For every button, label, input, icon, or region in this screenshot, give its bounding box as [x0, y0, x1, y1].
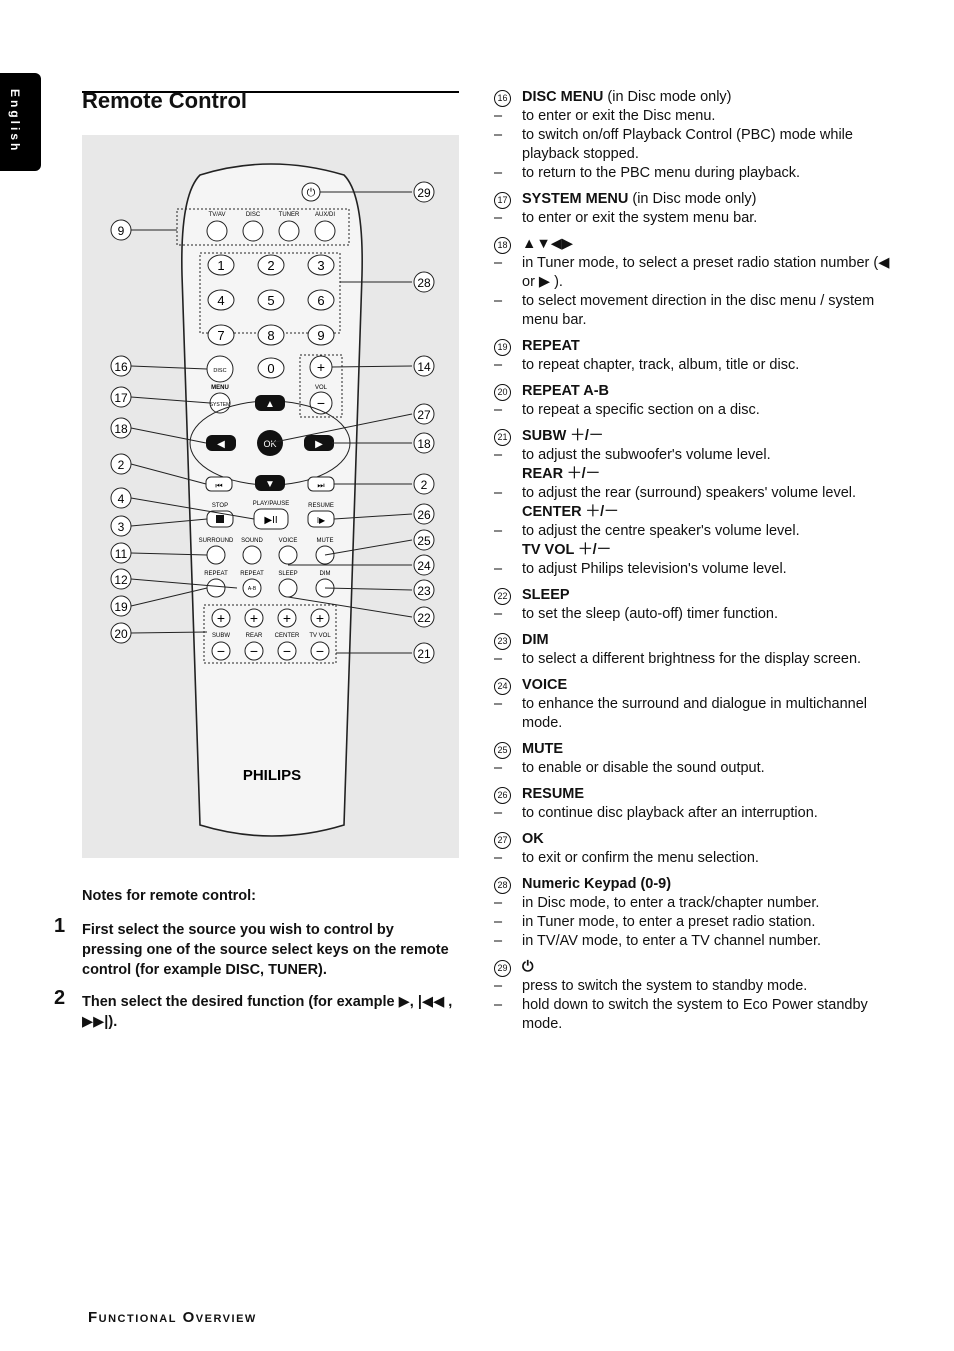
callout-number: 18 — [114, 422, 128, 436]
function-description — [494, 209, 904, 228]
function-heading — [494, 88, 904, 107]
dash-marker: – — [494, 447, 503, 463]
key-label: 2 — [267, 258, 275, 273]
callout-number: 2 — [420, 478, 428, 492]
function-description — [494, 605, 904, 624]
dash-marker: – — [494, 933, 503, 949]
dash-marker: – — [494, 402, 503, 418]
source-label: DISC — [245, 212, 261, 218]
description-text: in Tuner mode, to enter a preset radio station. — [522, 914, 816, 930]
svg-text:SYSTEM: SYSTEM — [209, 402, 231, 408]
plus-icon: + — [315, 610, 325, 626]
callout-number: 22 — [417, 611, 431, 625]
callout-number: 25 — [494, 742, 511, 759]
function-description — [494, 292, 904, 330]
callout-number: 18 — [494, 237, 511, 254]
minus-icon: − — [315, 643, 325, 659]
dash-marker: – — [494, 895, 503, 911]
function-item — [494, 740, 904, 778]
callout-number: 29 — [494, 960, 511, 977]
callout-number: 24 — [494, 678, 511, 695]
description-text: to repeat a specific section on a disc. — [522, 402, 760, 418]
description-text: press to switch the system to standby mode. — [522, 978, 808, 994]
callout-number: 21 — [494, 429, 511, 446]
function-qualifier: (in Disc mode only) — [603, 89, 732, 105]
function-heading — [494, 631, 904, 650]
function-heading — [494, 958, 904, 977]
description-text: in TV/AV mode, to enter a TV channel number. — [522, 933, 822, 949]
key-label: 9 — [317, 328, 325, 343]
function-description — [494, 913, 904, 932]
level-label: CENTER — [274, 633, 300, 639]
function-heading — [494, 830, 904, 849]
callout-number: 27 — [417, 408, 431, 422]
callout-number: 26 — [417, 508, 431, 522]
callout-number: 28 — [417, 276, 431, 290]
function-description — [494, 996, 904, 1034]
callout-number: 27 — [494, 832, 511, 849]
function-item — [494, 676, 904, 733]
callout-number: 16 — [494, 90, 511, 107]
button-label: SURROUND — [198, 538, 234, 544]
key-label: 5 — [267, 293, 275, 308]
function-heading — [494, 427, 904, 446]
description-text: to select a different brightness for the display screen. — [522, 651, 862, 667]
callout-number: 2 — [117, 458, 125, 472]
plus-icon: + — [216, 610, 226, 626]
key-label: 8 — [267, 328, 275, 343]
function-item — [494, 830, 904, 868]
function-sublabel: REAR ＋/－ — [522, 466, 601, 482]
description-text: in Tuner mode, to select a preset radio station number (◀ or ▶ ). — [522, 255, 890, 290]
function-item — [494, 958, 904, 1034]
function-label: SUBW ＋/－ — [522, 428, 604, 444]
description-text: to enable or disable the sound output. — [522, 760, 765, 776]
function-label: MUTE — [522, 741, 564, 757]
function-item — [494, 875, 904, 951]
callout-number: 29 — [417, 186, 431, 200]
note-item: 2 Then select the desired function (for example ▶, |◀◀ , ▶▶|). — [54, 987, 453, 1030]
function-description — [494, 446, 904, 465]
callout-number: 26 — [494, 787, 511, 804]
function-description — [494, 401, 904, 420]
description-text: to enter or exit the Disc menu. — [522, 108, 716, 124]
function-heading — [494, 235, 904, 254]
surround-button[interactable] — [207, 546, 225, 564]
svg-text:⏻: ⏻ — [306, 187, 316, 199]
callout-number: 21 — [417, 647, 431, 661]
callout-number: 14 — [417, 360, 431, 374]
source-disc-button[interactable] — [243, 221, 263, 241]
section-footer: Functional Overview — [88, 1309, 257, 1326]
remote-control-illustration — [82, 135, 459, 858]
dash-marker: – — [494, 696, 503, 712]
ab-label: A-B — [247, 586, 257, 592]
minus-icon: − — [216, 643, 226, 659]
function-heading — [494, 190, 904, 209]
svg-text:RESUME: RESUME — [308, 503, 334, 509]
description-text: hold down to switch the system to Eco Power standby mode. — [522, 997, 868, 1032]
function-sublabel: TV VOL ＋/－ — [522, 542, 612, 558]
function-list — [494, 88, 904, 1041]
function-item — [494, 382, 904, 420]
callout-number: 25 — [417, 534, 431, 548]
function-label: ▲▼◀▶ — [522, 236, 574, 252]
remote-notes — [54, 888, 454, 1044]
callout-number: 20 — [114, 627, 128, 641]
source-label: AUX/DI — [314, 212, 336, 218]
function-description — [494, 522, 904, 541]
function-heading — [494, 586, 904, 605]
svg-text:VOL: VOL — [314, 385, 328, 391]
description-text: to continue disc playback after an interruption. — [522, 805, 818, 821]
level-label: SUBW — [212, 633, 230, 639]
dash-marker: – — [494, 651, 503, 667]
level-label: REAR — [245, 633, 263, 639]
svg-text:▶: ▶ — [315, 439, 323, 450]
callout-number: 23 — [417, 584, 431, 598]
function-label: OK — [522, 831, 544, 847]
dash-marker: – — [494, 255, 503, 271]
button-label: MUTE — [316, 538, 334, 544]
function-description — [494, 849, 904, 868]
callout-number: 18 — [417, 437, 431, 451]
page-title: Remote Control — [82, 88, 247, 113]
remote-illustration-panel — [82, 135, 459, 858]
callout-number: 17 — [494, 192, 511, 209]
function-label: SYSTEM MENU — [522, 191, 629, 207]
svg-text:−: − — [316, 395, 326, 411]
svg-text:⏮: ⏮ — [215, 481, 223, 490]
description-text: to adjust the subwoofer's volume level. — [522, 447, 771, 463]
description-text: to adjust the centre speaker's volume level. — [522, 523, 800, 539]
function-item — [494, 337, 904, 375]
svg-text:I▶: I▶ — [316, 516, 326, 525]
minus-icon: − — [282, 643, 292, 659]
function-item — [494, 631, 904, 669]
function-label: VOICE — [522, 677, 568, 693]
function-heading — [494, 676, 904, 695]
function-description — [494, 356, 904, 375]
svg-text:PLAY/PAUSE: PLAY/PAUSE — [252, 501, 290, 507]
dash-marker: – — [494, 210, 503, 226]
key-label: 7 — [217, 328, 225, 343]
description-text: to adjust Philips television's volume level. — [522, 561, 787, 577]
button-label: DIM — [319, 571, 331, 577]
dash-marker: – — [494, 523, 503, 539]
note-item: 1 First select the source you wish to control by pressing one of the source select keys on the remote control (for example DISC, TUNER). — [54, 915, 449, 978]
source-aux-di-button[interactable] — [315, 221, 335, 241]
description-text: to select movement direction in the disc menu / system menu bar. — [522, 293, 875, 328]
source-label: TV/AV — [208, 212, 226, 218]
dash-marker: – — [494, 108, 503, 124]
function-item — [494, 88, 904, 183]
callout-number: 4 — [117, 492, 125, 506]
function-item — [494, 785, 904, 823]
svg-text:+: + — [316, 359, 326, 375]
button-label: SLEEP — [278, 571, 298, 577]
callout-number: 16 — [114, 360, 128, 374]
notes-heading: Notes for remote control: — [82, 888, 257, 904]
function-heading — [494, 740, 904, 759]
source-tv-av-button[interactable] — [207, 221, 227, 241]
description-text: to switch on/off Playback Control (PBC) mode while playback stopped. — [522, 127, 853, 162]
function-label: SLEEP — [522, 587, 570, 603]
function-description — [494, 932, 904, 951]
button-label: SOUND — [241, 538, 263, 544]
button-label: REPEAT — [204, 571, 228, 577]
source-label: TUNER — [278, 212, 300, 218]
function-description — [494, 254, 904, 292]
function-description — [494, 126, 904, 164]
key-label: 0 — [267, 361, 275, 376]
language-tab — [0, 73, 41, 171]
key-label: 6 — [317, 293, 325, 308]
function-description — [494, 484, 904, 503]
description-text: to repeat chapter, track, album, title or disc. — [522, 357, 800, 373]
function-qualifier: (in Disc mode only) — [628, 191, 757, 207]
function-heading — [494, 785, 904, 804]
function-heading — [494, 337, 904, 356]
callout-number: 23 — [494, 633, 511, 650]
function-description — [494, 894, 904, 913]
sleep-button[interactable] — [279, 579, 297, 597]
description-text: to enhance the surround and dialogue in multichannel mode. — [522, 696, 868, 731]
function-item — [494, 427, 904, 579]
function-label: ⏻ — [522, 959, 534, 975]
function-label: Numeric Keypad (0-9) — [522, 876, 672, 892]
plus-icon: + — [282, 610, 292, 626]
sound-button[interactable] — [243, 546, 261, 564]
function-description — [494, 977, 904, 996]
svg-text:⏭: ⏭ — [317, 481, 325, 490]
callout-number: 19 — [494, 339, 511, 356]
key-label: 1 — [217, 258, 225, 273]
dash-marker: – — [494, 850, 503, 866]
callout-number: 11 — [114, 547, 128, 561]
dash-marker: – — [494, 165, 503, 181]
description-text: to enter or exit the system menu bar. — [522, 210, 758, 226]
callout-number: 19 — [114, 600, 128, 614]
dash-marker: – — [494, 127, 503, 143]
function-description — [494, 804, 904, 823]
callout-number: 24 — [417, 559, 431, 573]
function-label: REPEAT — [522, 338, 580, 354]
dash-marker: – — [494, 805, 503, 821]
level-label: TV VOL — [309, 633, 331, 639]
dash-marker: – — [494, 561, 503, 577]
callout-number: 12 — [114, 573, 128, 587]
svg-text:STOP: STOP — [211, 503, 229, 509]
svg-text:▶II: ▶II — [264, 515, 278, 526]
repeat-button[interactable] — [207, 579, 225, 597]
function-label: REPEAT A-B — [522, 383, 609, 399]
function-description — [494, 560, 904, 579]
svg-text:◀: ◀ — [217, 439, 225, 450]
function-label: DISC MENU — [522, 89, 604, 105]
brand-logo: PHILIPS — [242, 767, 302, 784]
language-label: English — [8, 89, 22, 154]
svg-text:OK: OK — [263, 439, 277, 449]
callout-number: 9 — [117, 224, 125, 238]
dash-marker: – — [494, 293, 503, 309]
function-item — [494, 235, 904, 330]
function-sublabel: CENTER ＋/－ — [522, 504, 619, 520]
function-description — [494, 107, 904, 126]
dash-marker: – — [494, 760, 503, 776]
callout-number: 3 — [117, 520, 125, 534]
function-item — [494, 586, 904, 624]
key-label: 4 — [217, 293, 225, 308]
callout-number: 17 — [114, 391, 128, 405]
description-text: in Disc mode, to enter a track/chapter number. — [522, 895, 820, 911]
dash-marker: – — [494, 978, 503, 994]
function-item — [494, 190, 904, 228]
function-label: RESUME — [522, 786, 585, 802]
button-label: REPEAT — [240, 571, 264, 577]
function-description — [494, 650, 904, 669]
source-tuner-button[interactable] — [279, 221, 299, 241]
svg-text:▼: ▼ — [265, 479, 275, 490]
minus-icon: − — [249, 643, 259, 659]
dash-marker: – — [494, 914, 503, 930]
function-label: DIM — [522, 632, 549, 648]
button-label: VOICE — [278, 538, 298, 544]
dash-marker: – — [494, 606, 503, 622]
function-description — [494, 695, 904, 733]
description-text: to return to the PBC menu during playback. — [522, 165, 801, 181]
key-label: 3 — [317, 258, 325, 273]
description-text: to set the sleep (auto-off) timer function. — [522, 606, 779, 622]
callout-number: 20 — [494, 384, 511, 401]
function-description — [494, 759, 904, 778]
svg-text:MENU: MENU — [211, 385, 229, 391]
plus-icon: + — [249, 610, 259, 626]
dash-marker: – — [494, 357, 503, 373]
dash-marker: – — [494, 997, 503, 1013]
svg-text:▲: ▲ — [265, 399, 275, 410]
callout-number: 22 — [494, 588, 511, 605]
function-description — [494, 164, 904, 183]
dash-marker: – — [494, 485, 503, 501]
svg-text:DISC: DISC — [213, 368, 227, 374]
description-text: to exit or confirm the menu selection. — [522, 850, 759, 866]
callout-number: 28 — [494, 877, 511, 894]
voice-button[interactable] — [279, 546, 297, 564]
function-heading — [494, 382, 904, 401]
description-text: to adjust the rear (surround) speakers' volume level. — [522, 485, 857, 501]
function-heading — [494, 875, 904, 894]
